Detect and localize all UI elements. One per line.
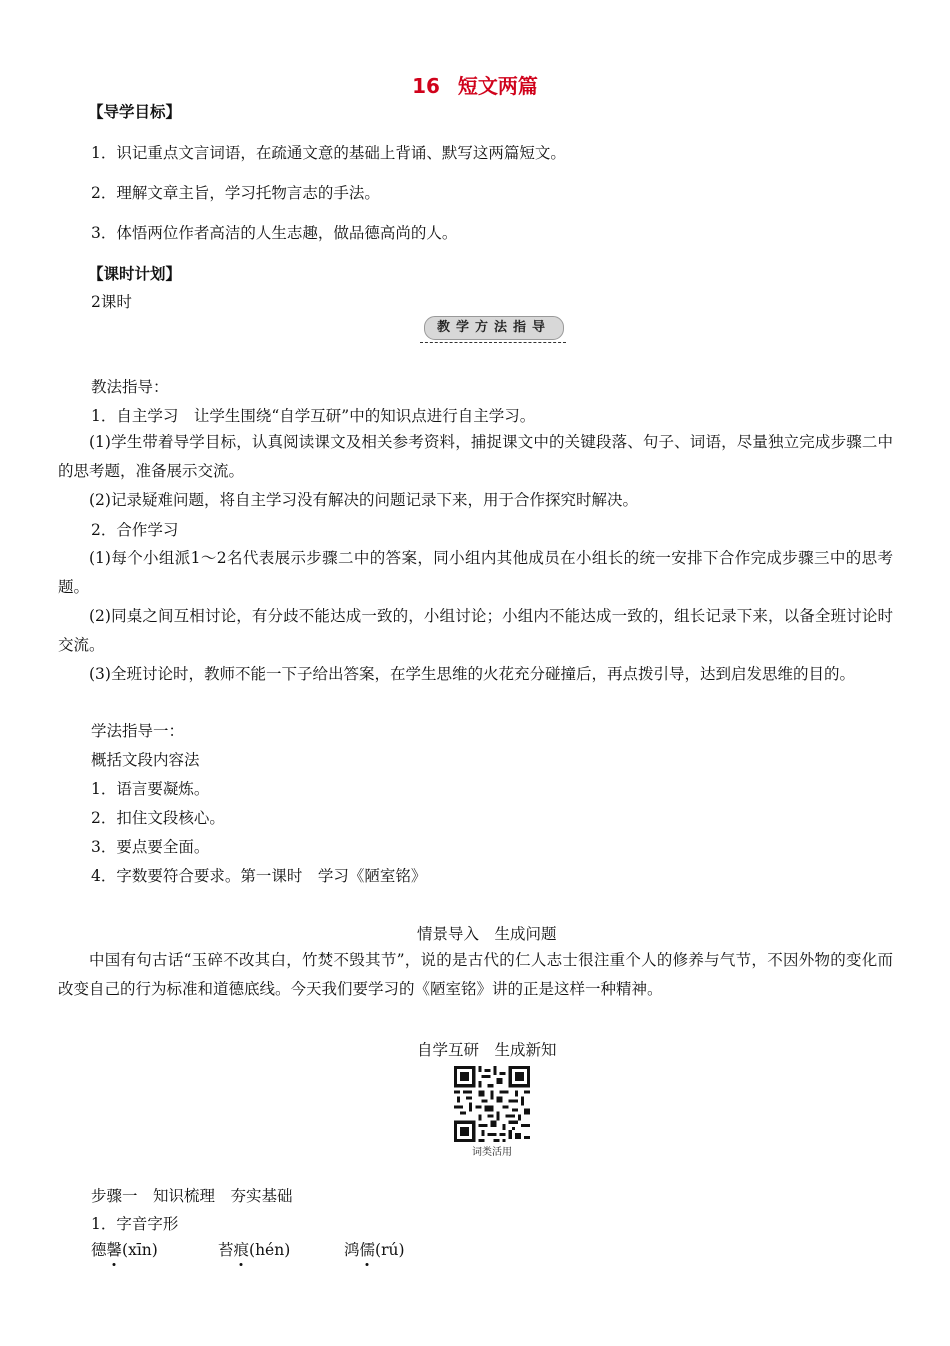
self-research-heading: 自学互研 生成新知 (417, 1041, 557, 1059)
emphasis-char: 痕 (233, 1241, 250, 1259)
lesson-title: 短文两篇 (457, 74, 538, 98)
coop-point-2: (2)同桌之间互相讨论，有分歧不能达成一致的，小组讨论；小组内不能达成一致的，组长记录下来，以备全班讨论时交流。 (58, 607, 893, 654)
qr-code-icon (454, 1066, 530, 1142)
plan-value: 2课时 (91, 293, 132, 311)
intro-heading: 情景导入 生成问题 (417, 925, 557, 943)
learning-heading: 学法指导一： (91, 722, 185, 740)
goals-heading: 【导学目标】 (88, 102, 182, 121)
badge-divider (420, 342, 566, 343)
pinyin-word-1: 德馨(xīn) (91, 1241, 158, 1259)
lesson-number: 16 (412, 74, 440, 98)
page-title (0, 70, 950, 99)
intro-text: 中国有句古话“玉碎不改其白，竹焚不毁其节”，说的是古代的仁人志士很注重个人的修养与气节，不因外物的变化而改变自己的行为标准和道德底线。今天我们要学习的《陋室铭》讲的正是这样一种精神。 (58, 951, 893, 998)
learning-item-4: 4．字数要符合要求。第一课时 学习《陋室铭》 (91, 867, 427, 885)
goal-item-2: 2．理解文章主旨，学习托物言志的手法。 (91, 184, 380, 202)
coop-point-1: (1)每个小组派1～2名代表展示步骤二中的答案，同小组内其他成员在小组长的统一安排下合作完成步骤三中的思考题。 (58, 549, 893, 596)
goal-item-1: 1．识记重点文言词语，在疏通文意的基础上背诵、默写这两篇短文。 (91, 144, 566, 162)
coop-item: 2．合作学习 (91, 521, 179, 539)
pinyin-word-2: 苔痕(hén) (218, 1241, 291, 1259)
goal-item-3: 3．体悟两位作者高洁的人生志趣，做品德高尚的人。 (91, 224, 458, 242)
learning-subheading: 概括文段内容法 (91, 751, 200, 769)
qr-caption: 词类活用 (472, 1147, 512, 1158)
learning-item-3: 3．要点要全面。 (91, 838, 210, 856)
coop-point-3: (3)全班讨论时，教师不能一下子给出答案，在学生思维的火花充分碰撞后，再点拨引导，达到启发思维的目的。 (89, 665, 855, 683)
emphasis-char: 馨 (106, 1241, 123, 1259)
learning-item-2: 2．扣住文段核心。 (91, 809, 225, 827)
self-study-item: 1．自主学习 让学生围绕“自学互研”中的知识点进行自主学习。 (91, 407, 536, 425)
self-study-point-1: (1)学生带着导学目标，认真阅读课文及相关参考资料，捕捉课文中的关键段落、句子、词语，尽量独立完成步骤二中的思考题，准备展示交流。 (58, 433, 893, 480)
step1-sub: 1．字音字形 (91, 1215, 179, 1233)
emphasis-char: 儒 (359, 1241, 376, 1259)
pinyin-word-3: 鸿儒(rú) (344, 1241, 405, 1259)
self-study-point-2: (2)记录疑难问题，将自主学习没有解决的问题记录下来，用于合作探究时解决。 (89, 491, 638, 509)
teaching-heading: 教法指导： (91, 378, 169, 396)
learning-item-1: 1．语言要凝炼。 (91, 780, 210, 798)
step1-heading: 步骤一 知识梳理 夯实基础 (91, 1187, 293, 1205)
method-badge: 教学方法指导 (424, 316, 564, 340)
plan-heading: 【课时计划】 (88, 264, 182, 283)
